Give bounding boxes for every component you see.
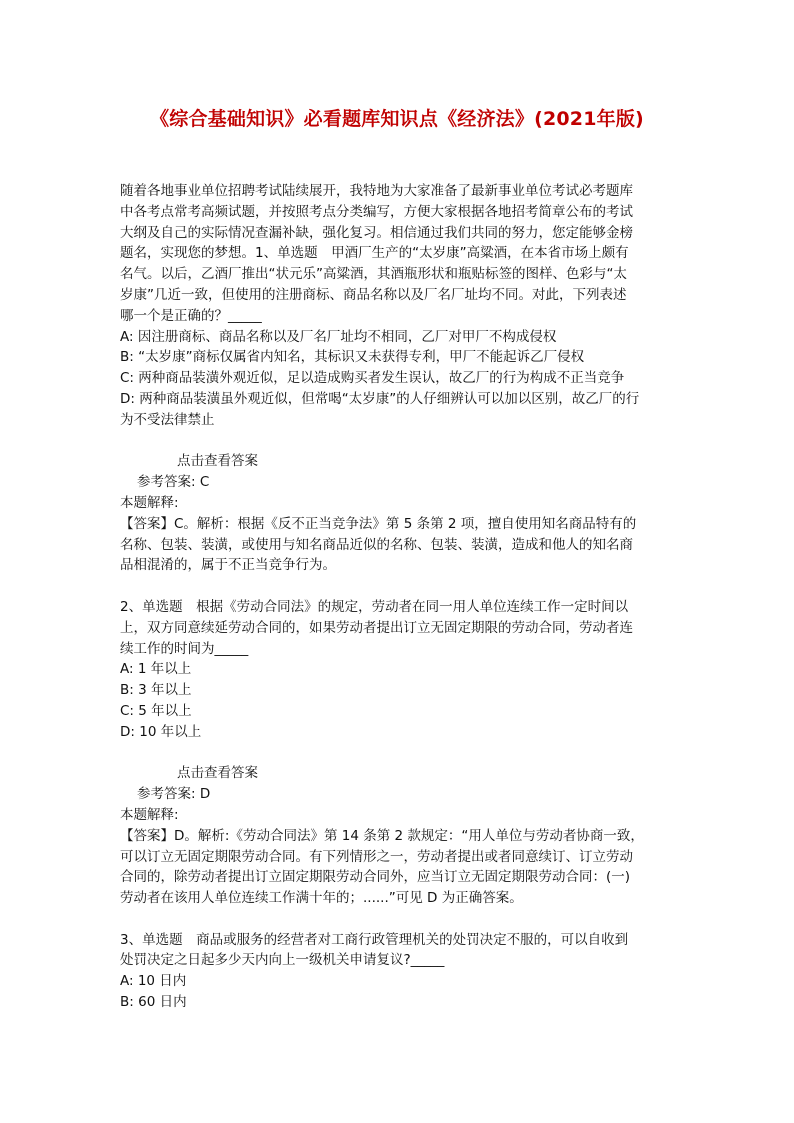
option-a: A: 10 日内 <box>120 973 187 990</box>
option-d: D: 10 年以上 <box>120 723 202 740</box>
question-3 <box>120 930 680 1013</box>
explanation-line: 品相混淆的，属于不正当竞争行为。 <box>120 557 336 574</box>
intro-line: 岁康”几近一致，但使用的注册商标、商品名称以及厂名厂址均不同。对此，下列表述 <box>120 286 627 303</box>
show-answer-link[interactable]: 点击查看答案 <box>177 453 258 470</box>
intro-line: 哪一个是正确的？_____ <box>120 307 262 324</box>
spacer <box>120 576 680 597</box>
q1-options <box>120 327 680 431</box>
spacer <box>120 909 680 930</box>
option-c: C: 5 年以上 <box>120 702 192 719</box>
spacer <box>120 431 680 452</box>
show-answer-link[interactable]: 点击查看答案 <box>177 765 258 782</box>
option-c: C: 两种商品装潢外观近似，足以造成购买者发生误认，故乙厂的行为构成不正当竞争 <box>120 370 625 387</box>
intro-line: 大纲及自己的实际情况查漏补缺，强化复习。相信通过我们共同的努力，您定能够金榜 <box>120 224 633 241</box>
question-line: 2、单选题 根据《劳动合同法》的规定，劳动者在同一用人单位连续工作一定时间以 <box>120 598 629 615</box>
explanation-label: 本题解释: <box>120 806 179 823</box>
explanation-label: 本题解释: <box>120 494 179 511</box>
intro-line: 名气。以后，乙酒厂推出“状元乐”高粱酒，其酒瓶形状和瓶贴标签的图样、色彩与“太 <box>120 266 627 283</box>
option-d-continued: 为不受法律禁止 <box>120 411 215 428</box>
question-line: 3、单选题 商品或服务的经营者对工商行政管理机关的处罚决定不服的，可以自收到 <box>120 931 629 948</box>
option-a: A: 1 年以上 <box>120 661 192 678</box>
question-line: 上，双方同意续延劳动合同的，如果劳动者提出订立无固定期限的劳动合同，劳动者连 <box>120 619 633 636</box>
explanation-line: 劳动者在该用人单位连续工作满十年的；......”可见 D 为正确答案。 <box>120 890 523 907</box>
explanation-line: 【答案】C。解析：根据《反不正当竞争法》第 5 条第 2 项，擅自使用知名商品特有的 <box>120 515 637 532</box>
intro-line: 题名，实现您的梦想。1、单选题 甲酒厂生产的“太岁康”高粱酒，在本省市场上颇有 <box>120 245 629 262</box>
reference-answer: 参考答案: C <box>137 474 210 491</box>
option-b: B: “太岁康”商标仅属省内知名，其标识又未获得专利，甲厂不能起诉乙厂侵权 <box>120 349 585 366</box>
option-d: D: 两种商品装潢虽外观近似，但常喝“太岁康”的人仔细辨认可以加以区别，故乙厂的行 <box>120 390 640 407</box>
question-line: 续工作的时间为_____ <box>120 640 249 657</box>
explanation-line: 合同的，除劳动者提出订立固定期限劳动合同外，应当订立无固定期限劳动合同：(一) <box>120 869 631 886</box>
question-2 <box>120 597 680 743</box>
document-title: 《综合基础知识》必看题库知识点《经济法》(2021年版) <box>150 108 644 130</box>
intro-line: 随着各地事业单位招聘考试陆续展开，我特地为大家准备了最新事业单位考试必考题库 <box>120 183 633 199</box>
spacer <box>120 743 680 764</box>
option-b: B: 60 日内 <box>120 994 187 1011</box>
explanation-line: 名称、包装、装潢，或使用与知名商品近似的名称、包装、装潢，造成和他人的知名商 <box>120 536 633 553</box>
explanation <box>120 826 680 909</box>
option-b: B: 3 年以上 <box>120 682 192 699</box>
option-a: A: 因注册商标、商品名称以及厂名厂址均不相同，乙厂对甲厂不构成侵权 <box>120 328 557 345</box>
document-body <box>120 181 680 1013</box>
intro-line: 中各考点常考高频试题，并按照考点分类编写，方便大家根据各地招考简章公布的考试 <box>120 203 633 220</box>
intro-paragraph <box>120 181 680 327</box>
reference-answer: 参考答案: D <box>137 786 211 803</box>
explanation <box>120 514 680 576</box>
explanation-line: 可以订立无固定期限劳动合同。有下列情形之一，劳动者提出或者同意续订、订立劳动 <box>120 848 633 865</box>
explanation-line: 【答案】D。解析:《劳动合同法》第 14 条第 2 款规定：“用人单位与劳动者协商一致， <box>120 827 644 844</box>
question-line: 处罚决定之日起多少天内向上一级机关申请复议?_____ <box>120 952 445 969</box>
